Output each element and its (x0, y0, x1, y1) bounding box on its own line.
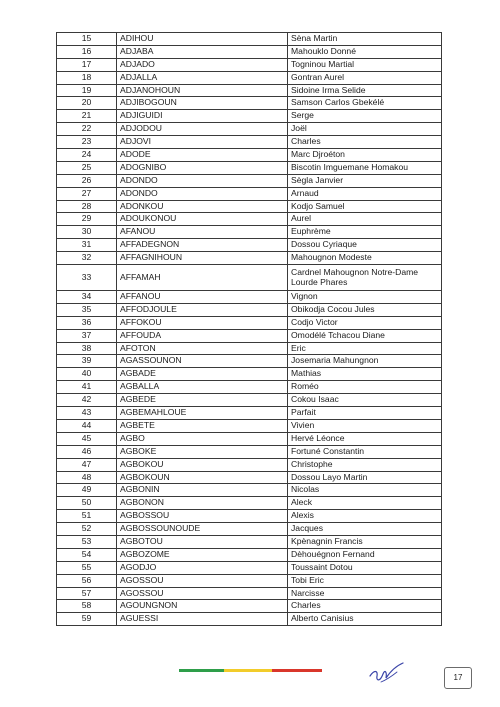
table-row (57, 123, 442, 136)
last-name-cell: AFFOKOU (117, 316, 288, 329)
table-row (57, 548, 442, 561)
row-number-cell: 19 (57, 84, 117, 97)
first-name-cell: Samson Carlos Gbekélé (288, 97, 442, 110)
last-name-cell: AFFAMAH (117, 265, 288, 291)
names-table-body (57, 33, 442, 626)
last-name-cell: ADONDO (117, 174, 288, 187)
last-name-cell: ADONDO (117, 187, 288, 200)
last-name-cell: AGUESSI (117, 613, 288, 626)
first-name-cell: Cokou Isaac (288, 394, 442, 407)
table-row (57, 484, 442, 497)
table-row (57, 471, 442, 484)
row-number-cell: 34 (57, 291, 117, 304)
table-row (57, 187, 442, 200)
row-number-cell: 24 (57, 149, 117, 162)
first-name-cell: Eric (288, 342, 442, 355)
last-name-cell: AGBOSSOUNOUDE (117, 523, 288, 536)
last-name-cell: ADJALLA (117, 71, 288, 84)
row-number-cell: 47 (57, 458, 117, 471)
table-row (57, 33, 442, 46)
first-name-cell: Charles (288, 600, 442, 613)
row-number-cell: 20 (57, 97, 117, 110)
first-name-cell: Sèna Martin (288, 33, 442, 46)
table-row (57, 342, 442, 355)
row-number-cell: 28 (57, 200, 117, 213)
flag-stripe-yellow (224, 669, 272, 672)
row-number-cell: 55 (57, 561, 117, 574)
last-name-cell: ADONKOU (117, 200, 288, 213)
row-number-cell: 45 (57, 432, 117, 445)
last-name-cell: AGBADE (117, 368, 288, 381)
first-name-cell: Toussaint Dotou (288, 561, 442, 574)
row-number-cell: 32 (57, 252, 117, 265)
first-name-cell: Nicolas (288, 484, 442, 497)
first-name-cell: Omodélé Tchacou Diane (288, 329, 442, 342)
first-name-cell: Hervé Léonce (288, 432, 442, 445)
row-number-cell: 21 (57, 110, 117, 123)
row-number-cell: 25 (57, 161, 117, 174)
row-number-cell: 46 (57, 445, 117, 458)
last-name-cell: AGASSOUNON (117, 355, 288, 368)
table-row (57, 407, 442, 420)
first-name-cell: Narcisse (288, 587, 442, 600)
last-name-cell: AFFAGNIHOUN (117, 252, 288, 265)
first-name-cell: Dossou Layo Martin (288, 471, 442, 484)
table-row (57, 458, 442, 471)
row-number-cell: 23 (57, 136, 117, 149)
table-row (57, 213, 442, 226)
first-name-cell: Alberto Canisius (288, 613, 442, 626)
first-name-cell: Kpènagnin Francis (288, 535, 442, 548)
table-row (57, 381, 442, 394)
first-name-cell: Aurel (288, 213, 442, 226)
first-name-cell: Arnaud (288, 187, 442, 200)
first-name-cell: Vivien (288, 419, 442, 432)
last-name-cell: AGBOKE (117, 445, 288, 458)
first-name-cell: Tobi Eric (288, 574, 442, 587)
table-row (57, 226, 442, 239)
first-name-cell: Joël (288, 123, 442, 136)
flag-stripe-green (179, 669, 224, 672)
row-number-cell: 59 (57, 613, 117, 626)
row-number-cell: 22 (57, 123, 117, 136)
last-name-cell: AGBOKOUN (117, 471, 288, 484)
row-number-cell: 43 (57, 407, 117, 420)
table-row (57, 265, 442, 291)
first-name-cell: Serge (288, 110, 442, 123)
row-number-cell: 39 (57, 355, 117, 368)
row-number-cell: 29 (57, 213, 117, 226)
first-name-cell: Dèhouégnon Fernand (288, 548, 442, 561)
table-row (57, 613, 442, 626)
row-number-cell: 41 (57, 381, 117, 394)
table-row (57, 161, 442, 174)
table-row (57, 587, 442, 600)
row-number-cell: 52 (57, 523, 117, 536)
row-number-cell: 48 (57, 471, 117, 484)
table-row (57, 329, 442, 342)
first-name-cell: Marc Djroéton (288, 149, 442, 162)
row-number-cell: 18 (57, 71, 117, 84)
first-name-cell: Mathias (288, 368, 442, 381)
last-name-cell: AGBEDE (117, 394, 288, 407)
last-name-cell: ADJABA (117, 45, 288, 58)
first-name-cell: Mahougnon Modeste (288, 252, 442, 265)
page-number: 17 (444, 667, 472, 689)
table-row (57, 574, 442, 587)
table-row (57, 84, 442, 97)
last-name-cell: ADJIGUIDI (117, 110, 288, 123)
table-row (57, 252, 442, 265)
last-name-cell: AGOUNGNON (117, 600, 288, 613)
last-name-cell: AGBOTOU (117, 535, 288, 548)
table-row (57, 419, 442, 432)
row-number-cell: 15 (57, 33, 117, 46)
first-name-cell: Euphrème (288, 226, 442, 239)
table-row (57, 510, 442, 523)
first-name-cell: Dossou Cyriaque (288, 239, 442, 252)
row-number-cell: 37 (57, 329, 117, 342)
last-name-cell: AGODJO (117, 561, 288, 574)
row-number-cell: 44 (57, 419, 117, 432)
last-name-cell: AFANOU (117, 226, 288, 239)
first-name-cell: Codjo Victor (288, 316, 442, 329)
table-row (57, 174, 442, 187)
table-row (57, 200, 442, 213)
row-number-cell: 16 (57, 45, 117, 58)
row-number-cell: 35 (57, 303, 117, 316)
last-name-cell: AFFADEGNON (117, 239, 288, 252)
first-name-cell: Cardnel Mahougnon Notre-Dame Lourde Phares (288, 265, 442, 291)
first-name-cell: Vignon (288, 291, 442, 304)
row-number-cell: 51 (57, 510, 117, 523)
row-number-cell: 17 (57, 58, 117, 71)
last-name-cell: AFFANOU (117, 291, 288, 304)
last-name-cell: AFOTON (117, 342, 288, 355)
first-name-cell: Sègla Janvier (288, 174, 442, 187)
signature-mark (366, 660, 406, 688)
table-row (57, 291, 442, 304)
first-name-cell: Parfait (288, 407, 442, 420)
last-name-cell: ADOGNIBO (117, 161, 288, 174)
first-name-cell: Kodjo Samuel (288, 200, 442, 213)
last-name-cell: AGBEMAHLOUE (117, 407, 288, 420)
names-table (56, 32, 442, 626)
table-row (57, 368, 442, 381)
table-row (57, 149, 442, 162)
last-name-cell: AGBETE (117, 419, 288, 432)
table-row (57, 58, 442, 71)
row-number-cell: 53 (57, 535, 117, 548)
row-number-cell: 36 (57, 316, 117, 329)
row-number-cell: 58 (57, 600, 117, 613)
table-row (57, 445, 442, 458)
first-name-cell: Josemaria Mahungnon (288, 355, 442, 368)
last-name-cell: AGBO (117, 432, 288, 445)
first-name-cell: Roméo (288, 381, 442, 394)
last-name-cell: ADJADO (117, 58, 288, 71)
first-name-cell: Jacques (288, 523, 442, 536)
last-name-cell: AFFODJOULE (117, 303, 288, 316)
last-name-cell: ADIHOU (117, 33, 288, 46)
row-number-cell: 50 (57, 497, 117, 510)
last-name-cell: AGBOZOME (117, 548, 288, 561)
last-name-cell: AGBALLA (117, 381, 288, 394)
last-name-cell: AGOSSOU (117, 587, 288, 600)
table-row (57, 561, 442, 574)
first-name-cell: Gontran Aurel (288, 71, 442, 84)
table-row (57, 355, 442, 368)
table-row (57, 316, 442, 329)
row-number-cell: 38 (57, 342, 117, 355)
table-row (57, 394, 442, 407)
last-name-cell: ADODE (117, 149, 288, 162)
row-number-cell: 40 (57, 368, 117, 381)
first-name-cell: Biscotin Imguemane Homakou (288, 161, 442, 174)
first-name-cell: Alexis (288, 510, 442, 523)
row-number-cell: 49 (57, 484, 117, 497)
first-name-cell: Aleck (288, 497, 442, 510)
table-row (57, 497, 442, 510)
first-name-cell: Charles (288, 136, 442, 149)
row-number-cell: 26 (57, 174, 117, 187)
table-row (57, 71, 442, 84)
last-name-cell: AGBONON (117, 497, 288, 510)
last-name-cell: ADJANOHOUN (117, 84, 288, 97)
row-number-cell: 56 (57, 574, 117, 587)
table-row (57, 523, 442, 536)
last-name-cell: AGBOSSOU (117, 510, 288, 523)
table-row (57, 600, 442, 613)
table-row (57, 136, 442, 149)
table-row (57, 45, 442, 58)
last-name-cell: AGBONIN (117, 484, 288, 497)
last-name-cell: ADOUKONOU (117, 213, 288, 226)
row-number-cell: 42 (57, 394, 117, 407)
row-number-cell: 54 (57, 548, 117, 561)
table-row (57, 535, 442, 548)
table-row (57, 303, 442, 316)
row-number-cell: 33 (57, 265, 117, 291)
last-name-cell: ADJOVI (117, 136, 288, 149)
last-name-cell: AGBOKOU (117, 458, 288, 471)
table-row (57, 239, 442, 252)
table-row (57, 110, 442, 123)
first-name-cell: Togninou Martial (288, 58, 442, 71)
first-name-cell: Obikodja Cocou Jules (288, 303, 442, 316)
first-name-cell: Fortuné Constantin (288, 445, 442, 458)
first-name-cell: Christophe (288, 458, 442, 471)
row-number-cell: 57 (57, 587, 117, 600)
first-name-cell: Sidoine Irma Selide (288, 84, 442, 97)
row-number-cell: 30 (57, 226, 117, 239)
row-number-cell: 27 (57, 187, 117, 200)
row-number-cell: 31 (57, 239, 117, 252)
table-row (57, 97, 442, 110)
last-name-cell: AGOSSOU (117, 574, 288, 587)
first-name-cell: Mahouklo Donné (288, 45, 442, 58)
table-row (57, 432, 442, 445)
last-name-cell: AFFOUDA (117, 329, 288, 342)
last-name-cell: ADJODOU (117, 123, 288, 136)
flag-stripe-red (272, 669, 322, 672)
last-name-cell: ADJIBOGOUN (117, 97, 288, 110)
